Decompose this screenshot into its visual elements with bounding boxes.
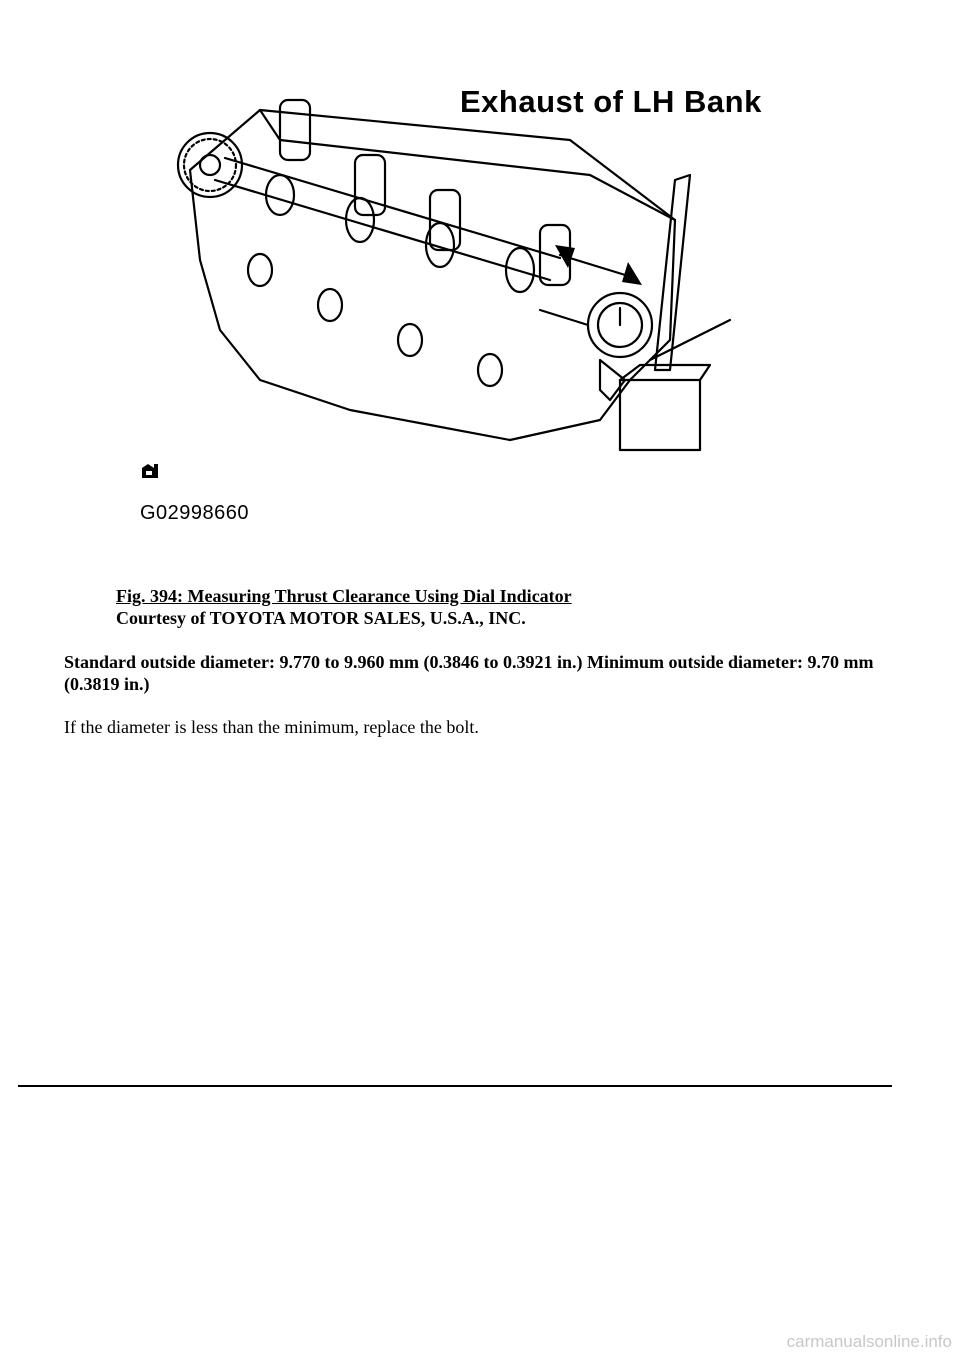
cylinder-head-illustration: [130, 80, 780, 540]
horizontal-divider: [18, 1085, 892, 1087]
figure-title: Exhaust of LH Bank: [460, 84, 762, 119]
figure-credit: Courtesy of TOYOTA MOTOR SALES, U.S.A., INC.: [116, 608, 526, 628]
specification-text: Standard outside diameter: 9.770 to 9.960 mm (0.3846 to 0.3921 in.) Minimum outside diameter: 9.70 mm (0.3819 in.): [64, 652, 874, 694]
instruction-text: If the diameter is less than the minimum, replace the bolt.: [64, 717, 479, 737]
figure-caption: Fig. 394: Measuring Thrust Clearance Using Dial Indicator: [116, 586, 572, 606]
figure-code: G02998660: [140, 502, 250, 524]
site-watermark: carmanualsonline.info: [786, 1332, 952, 1351]
zoom-icon: [140, 462, 162, 480]
